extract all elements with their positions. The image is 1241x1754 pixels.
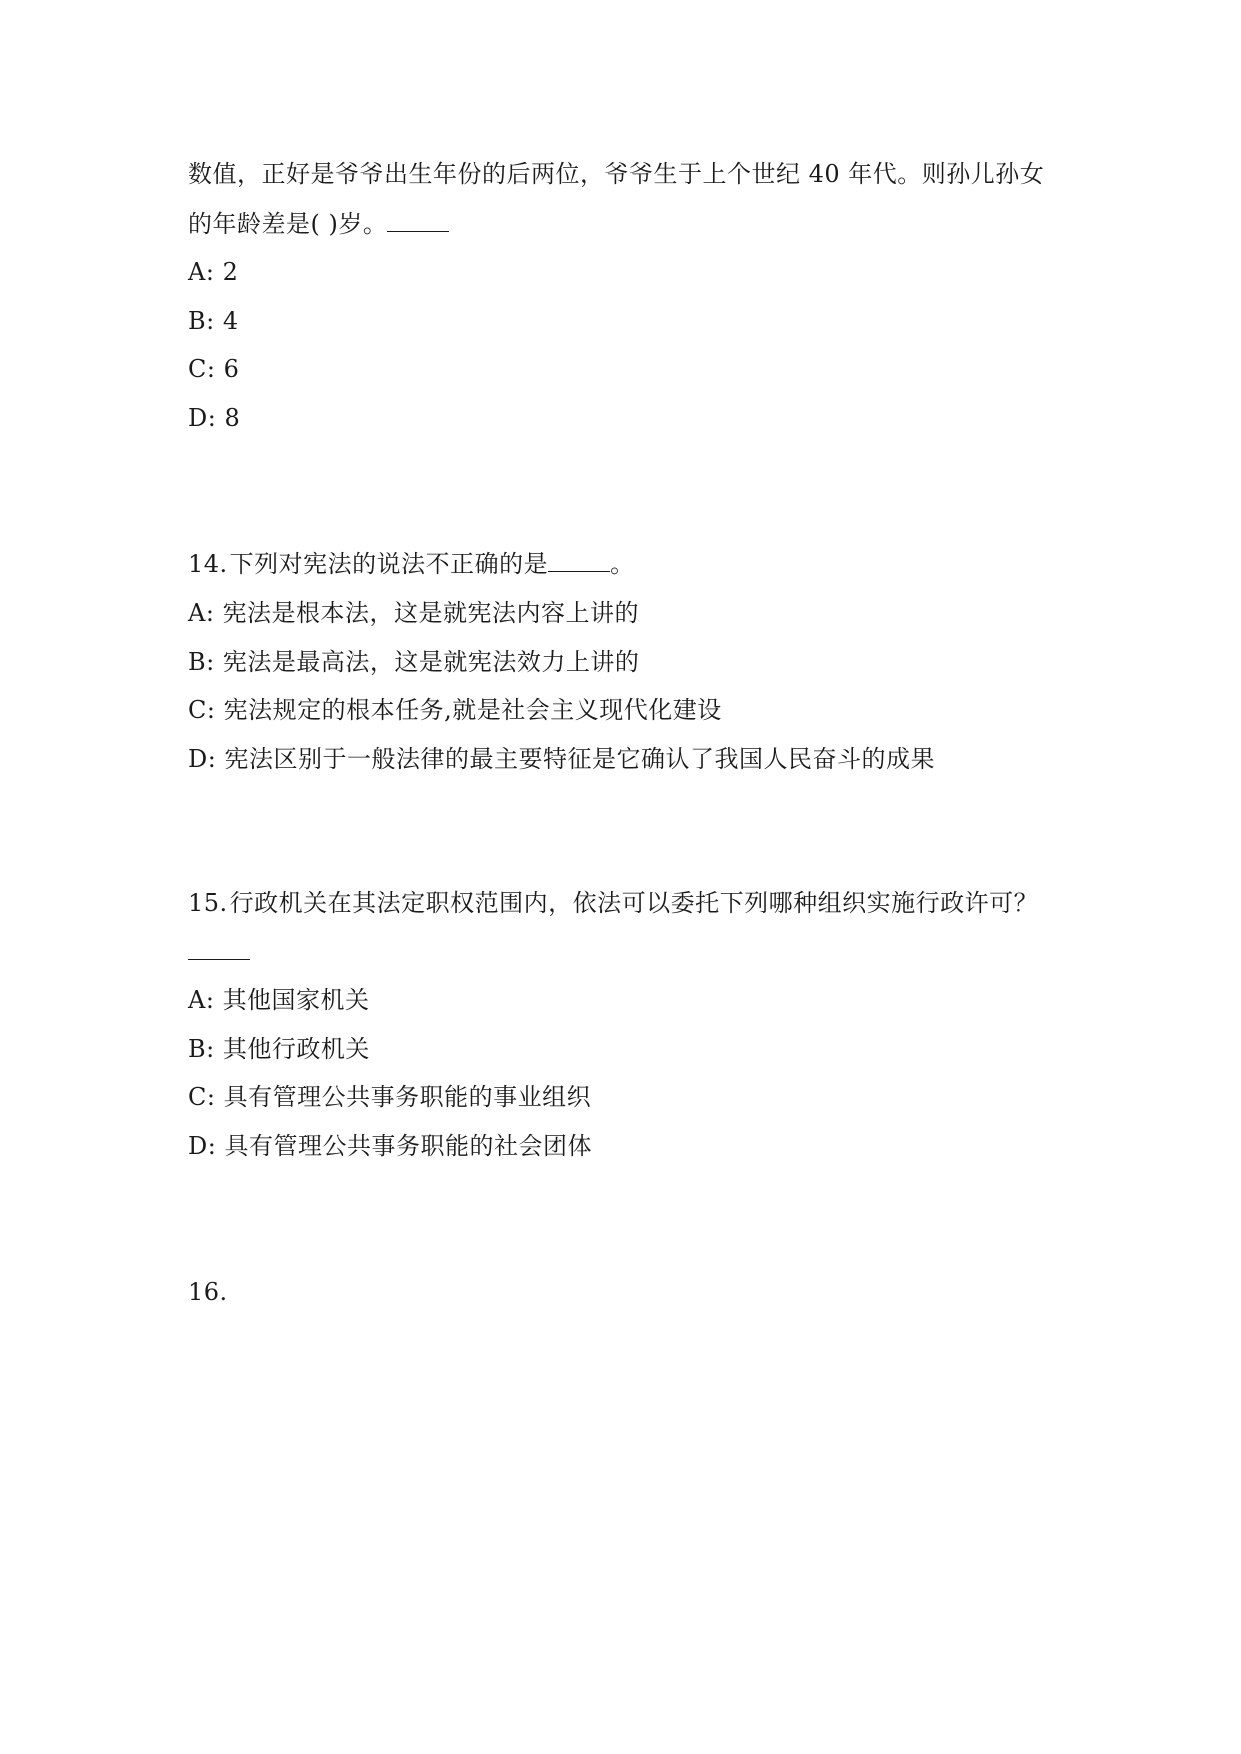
option-text: 6 (223, 355, 240, 383)
q14-option-d (188, 743, 935, 775)
q14-number: 14. (188, 550, 228, 578)
option-text: 宪法规定的根本任务,就是社会主义现代化建设 (223, 696, 722, 724)
option-letter: C: (188, 1083, 216, 1111)
option-text: 宪法是最高法，这是就宪法效力上讲的 (222, 648, 640, 676)
q13-option-a (188, 256, 238, 288)
option-text: 宪法区别于一般法律的最主要特征是它确认了我国人民奋斗的成果 (224, 745, 935, 773)
option-letter: B: (188, 648, 215, 676)
option-letter: A: (188, 258, 215, 286)
q16-stem (188, 1276, 228, 1308)
q14-option-b (188, 646, 639, 678)
option-letter: B: (188, 1035, 215, 1063)
option-text: 其他行政机关 (222, 1035, 370, 1063)
q14-option-a (188, 597, 639, 629)
q14-stem-end: 。 (610, 550, 635, 578)
option-text: 2 (222, 258, 239, 286)
q15-stem (188, 887, 1038, 919)
q13-option-b (188, 305, 239, 337)
q15-stem-text: 行政机关在其法定职权范围内，依法可以委托下列哪种组织实施行政许可？ (229, 889, 1039, 917)
option-letter: C: (188, 696, 216, 724)
q15-option-d (188, 1130, 592, 1162)
q13-option-c (188, 353, 239, 385)
option-text: 4 (222, 307, 239, 335)
q15-number: 15. (188, 889, 228, 917)
q13-stem-line1-text: 数值，正好是爷爷出生年份的后两位，爷爷生于上个世纪 40 年代。则孙儿孙女 (188, 160, 1045, 188)
q14-stem (188, 548, 635, 580)
option-text: 8 (224, 404, 241, 432)
q15-option-c (188, 1081, 591, 1113)
answer-blank (188, 939, 250, 960)
q13-option-d (188, 402, 240, 434)
q13-stem-line1 (188, 158, 1044, 190)
option-text: 具有管理公共事务职能的事业组织 (223, 1083, 592, 1111)
option-letter: D: (188, 745, 217, 773)
option-letter: C: (188, 355, 216, 383)
q13-stem-line2 (188, 208, 449, 240)
option-text: 宪法是根本法，这是就宪法内容上讲的 (222, 599, 640, 627)
option-text: 其他国家机关 (222, 986, 370, 1014)
q15-option-a (188, 984, 370, 1016)
option-letter: D: (188, 404, 217, 432)
option-letter: A: (188, 599, 215, 627)
answer-blank (548, 551, 610, 572)
q15-answer-line (188, 936, 250, 968)
option-text: 具有管理公共事务职能的社会团体 (224, 1132, 592, 1160)
q15-option-b (188, 1033, 370, 1065)
q13-stem-line2-text: 的年龄差是( )岁。 (188, 210, 388, 238)
q16-number: 16. (188, 1278, 228, 1306)
q14-stem-text: 下列对宪法的说法不正确的是 (229, 550, 549, 578)
option-letter: A: (188, 986, 215, 1014)
q14-option-c (188, 694, 722, 726)
option-letter: B: (188, 307, 215, 335)
answer-blank (387, 211, 449, 232)
option-letter: D: (188, 1132, 217, 1160)
